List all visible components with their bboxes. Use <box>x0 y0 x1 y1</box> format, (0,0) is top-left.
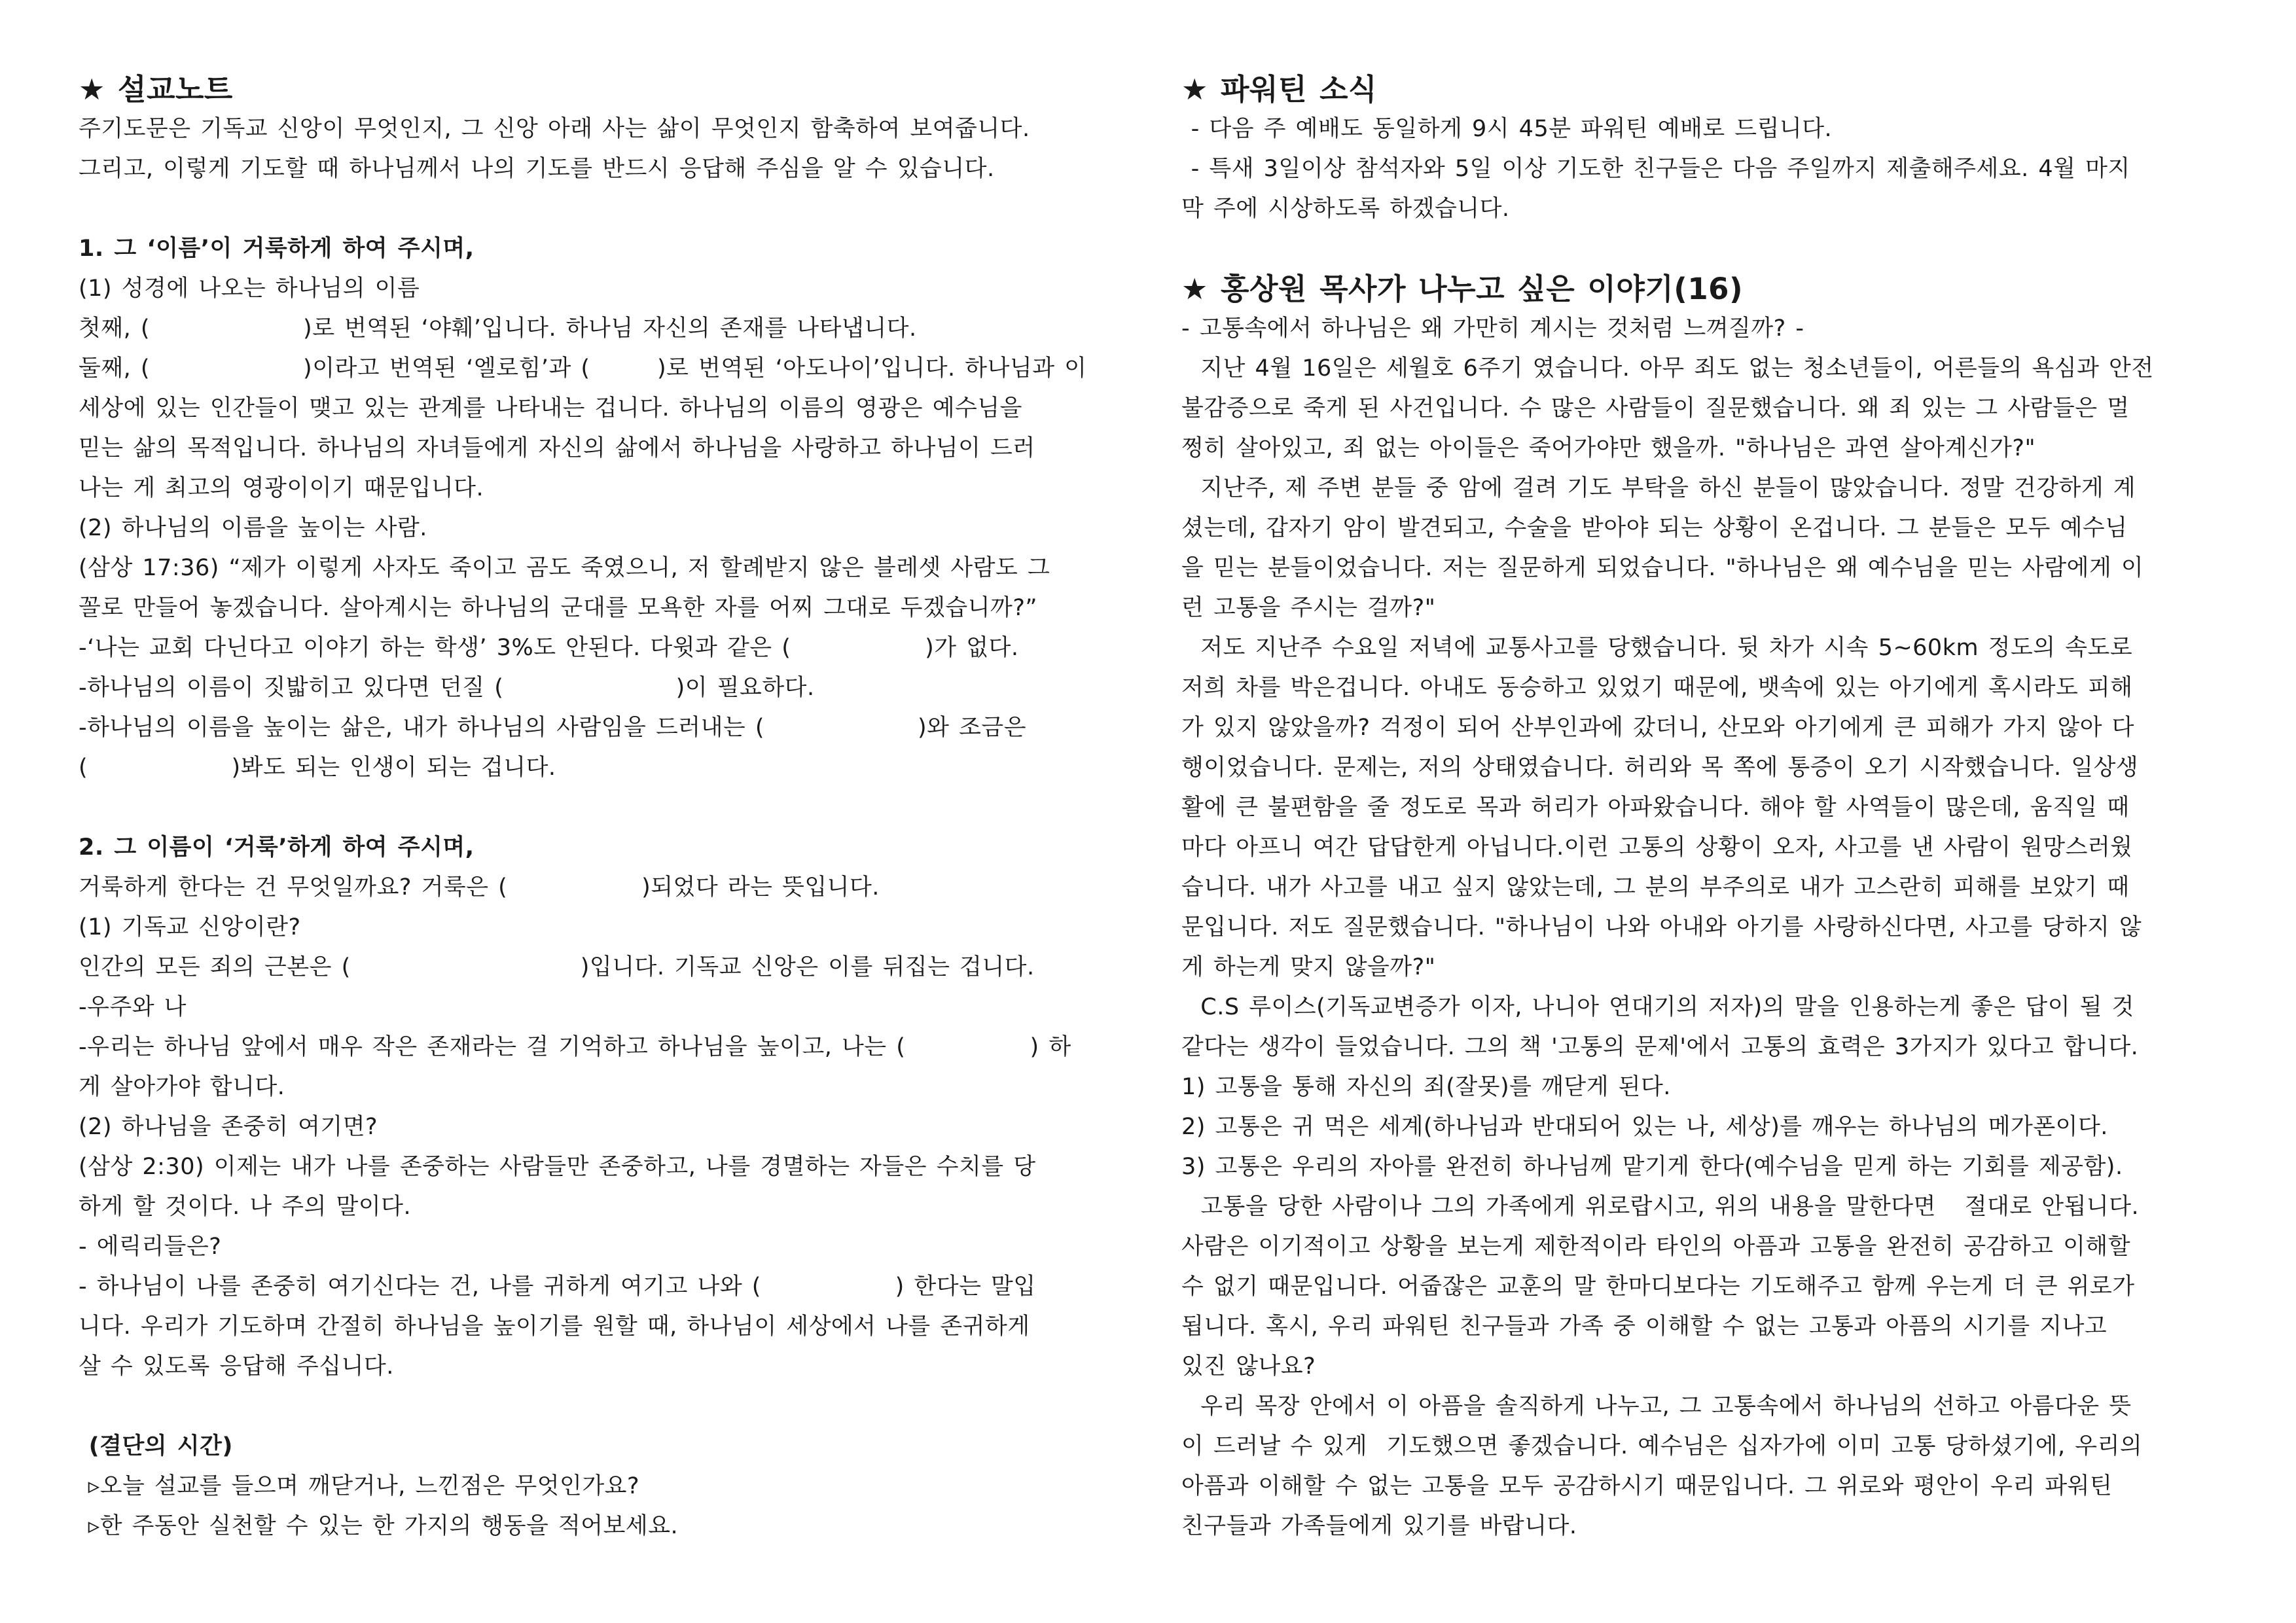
point2-line: 니다. 우리가 기도하며 간절히 하나님을 높이기를 원할 때, 하나님이 세상에서 나를 존귀하게 <box>79 1313 1030 1340</box>
story-line: 수 없기 때문입니다. 어줍잖은 교훈의 말 한마디보다는 기도해주고 함께 우는게 더 큰 위로가 <box>1181 1274 2135 1300</box>
point1-heading: 1. 그 ‘이름’이 거룩하게 하여 주시며, <box>79 236 475 262</box>
point1-line: 나는 게 최고의 영광이이기 때문입니다. <box>79 475 484 501</box>
point1-line: (1) 성경에 나오는 하나님의 이름 <box>79 276 420 302</box>
point1-line: -하나님의 이름을 높이는 삶은, 내가 하나님의 사람임을 드러내는 ( )와 조금은 <box>79 715 1027 741</box>
story-line: 이 드러날 수 있게 기도했으면 좋겠습니다. 예수님은 십자가에 이미 고통 당하셨기에, 우리의 <box>1181 1433 2143 1459</box>
story-line: C.S 루이스(기독교변증가 이자, 나니아 연대기의 저자)의 말을 인용하는게 좋은 답이 될 것 <box>1181 994 2134 1020</box>
news-heading: ★ 파워틴 소식 <box>1181 72 1378 107</box>
story-line: 지난주, 제 주변 분들 중 암에 걸려 기도 부탁을 하신 분들이 많았습니다. 정말 건강하게 계 <box>1181 475 2136 501</box>
point2-line: (1) 기독교 신앙이란? <box>79 914 301 940</box>
story-line: 런 고통을 주시는 걸까?" <box>1181 595 1436 621</box>
story-line: 고통을 당한 사람이나 그의 가족에게 위로랍시고, 위의 내용을 말한다면 절대로 안됩니다. <box>1181 1194 2140 1220</box>
story-line: 불감증으로 죽게 된 사건입니다. 수 많은 사람들이 질문했습니다. 왜 죄 있는 그 사람들은 멀 <box>1181 395 2130 421</box>
point1-line: (2) 하나님의 이름을 높이는 사람. <box>79 515 427 541</box>
point2-line: 거룩하게 한다는 건 무엇일까요? 거룩은 ( )되었다 라는 뜻입니다. <box>79 874 880 901</box>
story-line: 쩡히 살아있고, 죄 없는 아이들은 죽어가야만 했을까. "하나님은 과연 살아계신가?" <box>1181 435 2036 461</box>
point2-line: (삼상 2:30) 이제는 내가 나를 존중하는 사람들만 존중하고, 나를 경멸하는 자들은 수치를 당 <box>79 1154 1036 1180</box>
news-line: - 특새 3일이상 참석자와 5일 이상 기도한 친구들은 다음 주일까지 제출해주세요. 4월 마지 <box>1181 156 2130 182</box>
story-line: 우리 목장 안에서 이 아픔을 솔직하게 나누고, 그 고통속에서 하나님의 선하고 아름다운 뜻 <box>1181 1393 2132 1419</box>
story-line: 문입니다. 저도 질문했습니다. "하나님이 나와 아내와 아기를 사랑하신다면, 사고를 당하지 않 <box>1181 914 2142 940</box>
decision-question: ▹오늘 설교를 들으며 깨닫거나, 느낀점은 무엇인가요? <box>79 1473 640 1499</box>
decision-heading: (결단의 시간) <box>79 1433 233 1459</box>
spacer <box>79 189 1126 229</box>
story-line: 3) 고통은 우리의 자아를 완전히 하나님께 맡기게 한다(예수님을 믿게 하는 기회를 제공함). <box>1181 1154 2123 1180</box>
point1-line: 세상에 있는 인간들이 맺고 있는 관계를 나타내는 겁니다. 하나님의 이름의 영광은 예수님을 <box>79 395 1022 421</box>
point2-heading: 2. 그 이름이 ‘거룩’하게 하여 주시며, <box>79 834 475 861</box>
story-line: 저희 차를 박은겁니다. 아내도 동승하고 있었기 때문에, 뱃속에 있는 아기에게 혹시라도 피해 <box>1181 675 2133 701</box>
spacer <box>79 1387 1126 1427</box>
point1-line: 믿는 삶의 목적입니다. 하나님의 자녀들에게 자신의 삶에서 하나님을 사랑하고 하나님이 드러 <box>79 435 1035 461</box>
point2-line: - 하나님이 나를 존중히 여기신다는 건, 나를 귀하게 여기고 나와 ( ) 한다는 말입 <box>79 1274 1036 1300</box>
story-line: 아픔과 이해할 수 없는 고통을 모두 공감하시기 때문입니다. 그 위로와 평안이 우리 파워틴 <box>1181 1473 2113 1499</box>
point1-line: (삼상 17:36) “제가 이렇게 사자도 죽이고 곰도 죽였으니, 저 할례받지 않은 블레셋 사람도 그 <box>79 555 1050 581</box>
story-line: - 고통속에서 하나님은 왜 가만히 계시는 것처럼 느껴질까? - <box>1181 315 1804 342</box>
story-line: 같다는 생각이 들었습니다. 그의 책 '고통의 문제'에서 고통의 효력은 3가지가 있다고 합니다. <box>1181 1034 2139 1060</box>
story-line: 저도 지난주 수요일 저녁에 교통사고를 당했습니다. 뒷 차가 시속 5~60km 정도의 속도로 <box>1181 635 2133 661</box>
story-line: 사람은 이기적이고 상황을 보는게 제한적이라 타인의 아픔과 고통을 완전히 공감하고 이해할 <box>1181 1234 2131 1260</box>
point2-line: 게 살아가야 합니다. <box>79 1074 285 1100</box>
story-line: 지난 4월 16일은 세월호 6주기 였습니다. 아무 죄도 없는 청소년들이, 어른들의 욕심과 안전 <box>1181 355 2154 382</box>
news-line: - 다음 주 예배도 동일하게 9시 45분 파워틴 예배로 드립니다. <box>1181 116 1833 142</box>
spacer <box>79 788 1126 828</box>
sermon-note-column <box>79 69 1126 1546</box>
spacer <box>1181 229 2229 269</box>
intro-line: 주기도문은 기독교 신앙이 무엇인지, 그 신앙 아래 사는 삶이 무엇인지 함축하여 보여줍니다. <box>79 116 1030 142</box>
story-line: 을 믿는 분들이었습니다. 저는 질문하게 되었습니다. "하나님은 왜 예수님을 믿는 사람에게 이 <box>1181 555 2144 581</box>
story-line: 행이었습니다. 문제는, 저의 상태였습니다. 허리와 목 쪽에 통증이 오기 시작했습니다. 일상생 <box>1181 755 2139 781</box>
story-line: 친구들과 가족들에게 있기를 바랍니다. <box>1181 1513 1577 1539</box>
point2-line: (2) 하나님을 존중히 여기면? <box>79 1114 378 1140</box>
point2-line: 인간의 모든 죄의 근본은 ( )입니다. 기독교 신앙은 이를 뒤집는 겁니다. <box>79 954 1035 980</box>
story-line: 마다 아프니 여간 답답한게 아닙니다.이런 고통의 상황이 오자, 사고를 낸 사람이 원망스러웠 <box>1181 834 2133 861</box>
point2-line: -우리는 하나님 앞에서 매우 작은 존재라는 걸 기억하고 하나님을 높이고, 나는 ( ) 하 <box>79 1034 1071 1060</box>
news-story-column <box>1181 69 2229 1546</box>
story-line: 1) 고통을 통해 자신의 죄(잘못)를 깨닫게 된다. <box>1181 1074 1671 1100</box>
point2-line: 살 수 있도록 응답해 주십니다. <box>79 1353 394 1380</box>
sermon-note-heading: ★ 설교노트 <box>79 72 233 107</box>
story-line: 활에 큰 불편함을 줄 정도로 목과 허리가 아파왔습니다. 해야 할 사역들이 많은데, 움직일 때 <box>1181 794 2130 821</box>
story-heading: ★ 홍상원 목사가 나누고 싶은 이야기(16) <box>1181 272 1744 306</box>
intro-line: 그리고, 이렇게 기도할 때 하나님께서 나의 기도를 반드시 응답해 주심을 알 수 있습니다. <box>79 156 995 182</box>
point1-line: 둘째, ( )이라고 번역된 ‘엘로힘’과 ( )로 번역된 ‘아도나이’입니다. 하나님과 이 <box>79 355 1087 382</box>
point1-line: 첫째, ( )로 번역된 ‘야훼’입니다. 하나님 자신의 존재를 나타냅니다. <box>79 315 917 342</box>
story-line: 게 하는게 맞지 않을까?" <box>1181 954 1436 980</box>
story-line: 있진 않나요? <box>1181 1353 1316 1380</box>
point1-line: ( )봐도 되는 인생이 되는 겁니다. <box>79 755 556 781</box>
story-line: 2) 고통은 귀 먹은 세계(하나님과 반대되어 있는 나, 세상)를 깨우는 하나님의 메가폰이다. <box>1181 1114 2108 1140</box>
point1-line: -‘나는 교회 다닌다고 이야기 하는 학생’ 3%도 안된다. 다윗과 같은 ( )가 없다. <box>79 635 1019 661</box>
story-line: 습니다. 내가 사고를 내고 싶지 않았는데, 그 분의 부주의로 내가 고스란히 피해를 보았기 때 <box>1181 874 2130 901</box>
point2-line: - 에릭리들은? <box>79 1234 222 1260</box>
point1-line: -하나님의 이름이 짓밟히고 있다면 던질 ( )이 필요하다. <box>79 675 815 701</box>
point2-line: -우주와 나 <box>79 994 187 1020</box>
decision-question: ▹한 주동안 실천할 수 있는 한 가지의 행동을 적어보세요. <box>79 1513 679 1539</box>
point1-line: 꼴로 만들어 놓겠습니다. 살아계시는 하나님의 군대를 모욕한 자를 어찌 그대로 두겠습니까?” <box>79 595 1038 621</box>
point2-line: 하게 할 것이다. 나 주의 말이다. <box>79 1194 412 1220</box>
story-line: 셨는데, 갑자기 암이 발견되고, 수술을 받아야 되는 상황이 온겁니다. 그 분들은 모두 예수님 <box>1181 515 2128 541</box>
news-line: 막 주에 시상하도록 하겠습니다. <box>1181 196 1510 222</box>
story-line: 됩니다. 혹시, 우리 파워틴 친구들과 가족 중 이해할 수 없는 고통과 아픔의 시기를 지나고 <box>1181 1313 2108 1340</box>
story-line: 가 있지 않았을까? 걱정이 되어 산부인과에 갔더니, 산모와 아기에게 큰 피해가 가지 않아 다 <box>1181 715 2134 741</box>
